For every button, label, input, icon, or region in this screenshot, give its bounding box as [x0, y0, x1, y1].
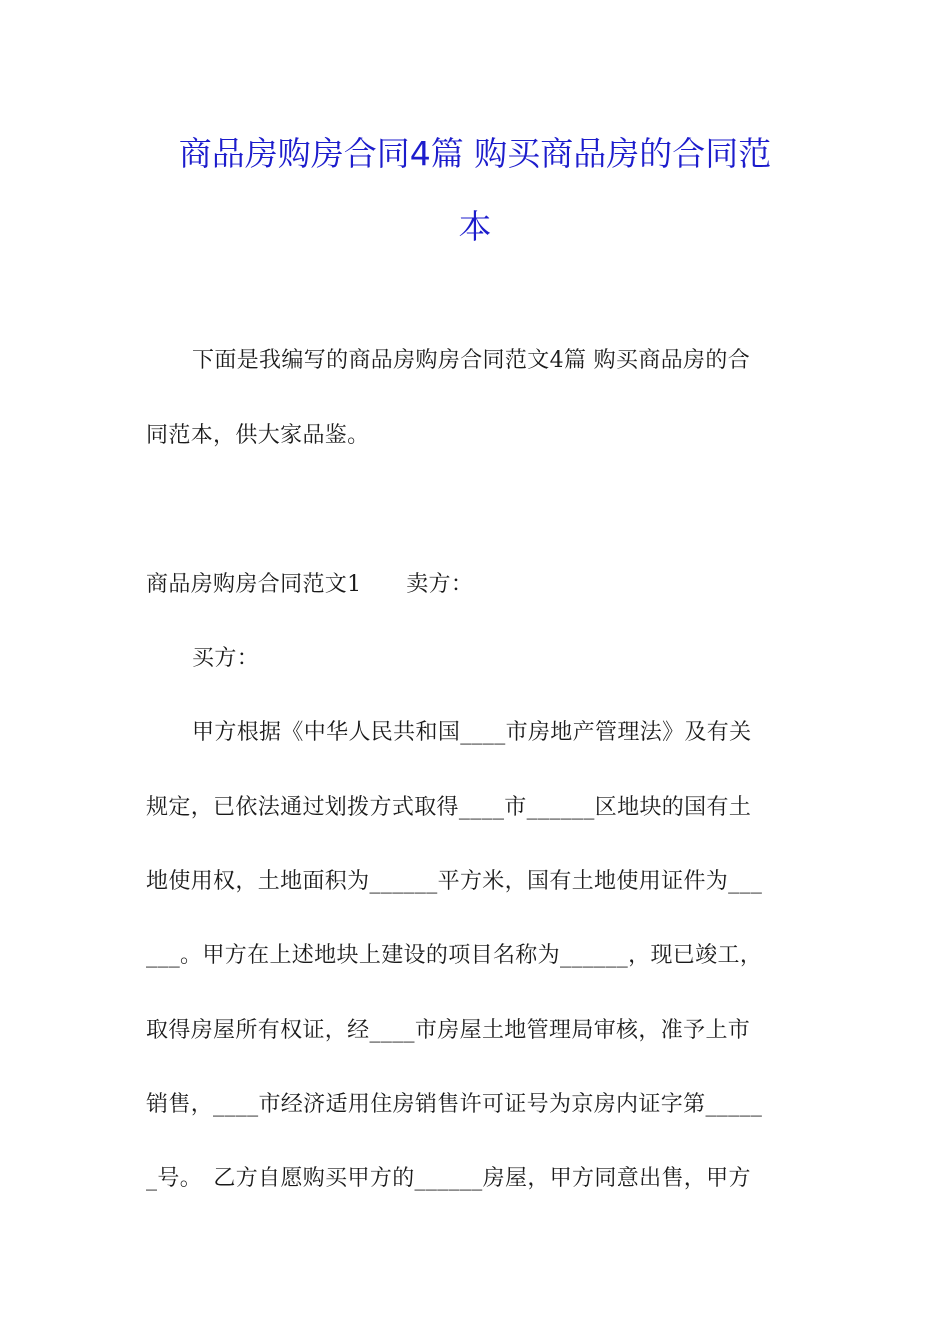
document-title-line-2: 本 [458, 207, 492, 246]
body-line-7: _号。 乙方自愿购买甲方的______房屋，甲方同意出售，甲方 [146, 1166, 751, 1191]
intro-paragraph-line-1: 下面是我编写的商品房购房合同范文4篇 购买商品房的合 [192, 348, 751, 373]
section-1-heading: 商品房购房合同范文1 卖方： [146, 572, 474, 597]
body-line-2: 规定，已依法通过划拨方式取得____市______区地块的国有土 [146, 795, 752, 820]
body-line-5: 取得房屋所有权证，经____市房屋土地管理局审核，准予上市 [146, 1018, 751, 1043]
buyer-label: 买方： [192, 646, 260, 671]
body-line-6: 销售，____市经济适用住房销售许可证号为京房内证字第_____ [146, 1092, 763, 1117]
body-line-1: 甲方根据《中华人民共和国____市房地产管理法》及有关 [192, 720, 752, 745]
body-line-3: 地使用权，土地面积为______平方米，国有土地使用证件为___ [146, 869, 763, 894]
body-line-4: ___。甲方在上述地块上建设的项目名称为______，现已竣工， [146, 943, 763, 968]
intro-paragraph-line-2: 同范本，供大家品鉴。 [146, 423, 370, 448]
document-title-line-1: 商品房购房合同4篇 购买商品房的合同范 [178, 134, 772, 173]
